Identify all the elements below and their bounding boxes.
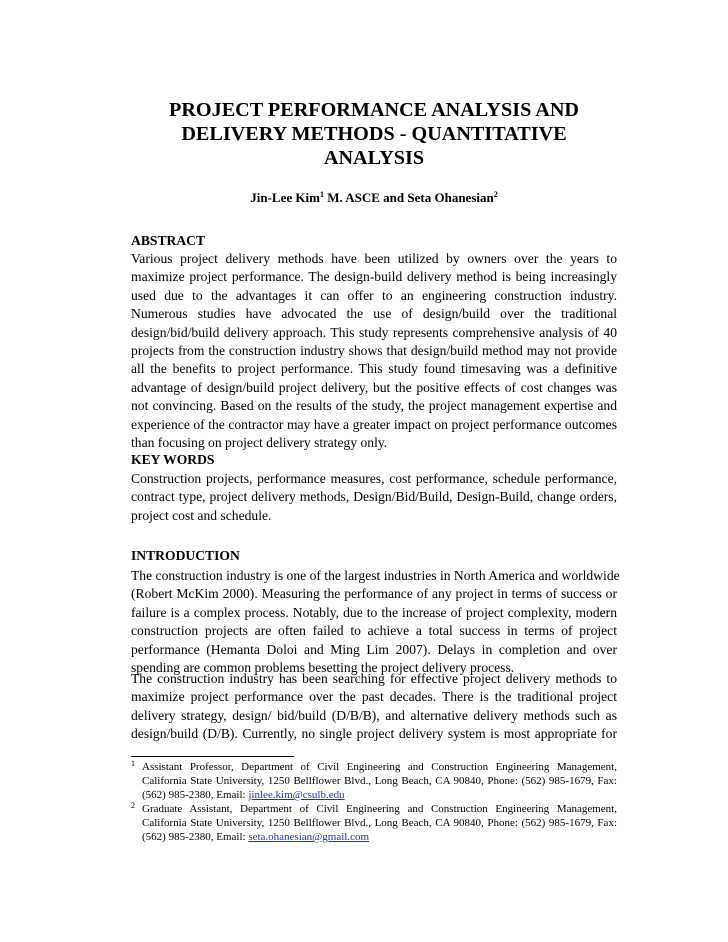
footnotes: [131, 760, 617, 844]
abstract-line: than focusing on project delivery strategy only.: [131, 434, 388, 450]
abstract-line: Various project delivery methods have been utilized by owners over the years to: [131, 251, 617, 266]
author-1-affiliation-mark: 1: [319, 190, 324, 199]
abstract-line: projects from the construction industry shows that design/build method may not provide: [131, 342, 617, 358]
author-1-name: Jin-Lee Kim: [250, 190, 320, 205]
paragraph-line: (Robert McKim 2000). Measuring the performance of any project in terms of success or: [131, 586, 617, 602]
email-link[interactable]: jinlee.kim@csulb.edu: [248, 789, 345, 801]
paragraph-line: The construction industry is one of the largest industries in North America and worldwide: [131, 568, 620, 583]
title-line: PROJECT PERFORMANCE ANALYSIS AND: [169, 99, 579, 121]
author-line: [131, 190, 617, 206]
abstract-body: [131, 250, 617, 452]
footnote-2: [131, 802, 617, 844]
footnote-contact-text: (562) 985-2380, Email:: [142, 789, 249, 801]
paragraph-line: maximize project performance over the past decades. There is the traditional project: [131, 689, 617, 705]
paragraph-line: delivery strategy, design/ bid/build (D/B/B), and alternative delivery methods such as: [131, 707, 617, 723]
paragraph-line: design/build (D/B). Currently, no single project delivery system is most appropriate for: [131, 726, 617, 742]
introduction-paragraph-2: [131, 670, 617, 744]
introduction-heading: INTRODUCTION: [131, 548, 240, 563]
paragraph-line: performance (Hemanta Doloi and Ming Lim 2007). Delays in completion and over: [131, 641, 617, 657]
keywords-heading: KEY WORDS: [131, 452, 215, 467]
paper-title: [131, 98, 617, 170]
keywords-line: contract type, project delivery methods, Design/Bid/Build, Design-Build, change orders,: [131, 489, 617, 505]
keywords-body: [131, 470, 617, 525]
footnote-contact-text: (562) 985-2380, Email:: [142, 831, 249, 843]
title-line: DELIVERY METHODS - QUANTITATIVE: [181, 123, 567, 145]
footnote-1-mark: 1: [131, 759, 135, 768]
title-line: ANALYSIS: [323, 147, 425, 169]
footnote-line: [142, 830, 617, 844]
keywords-line: project cost and schedule.: [131, 507, 272, 523]
author-2-affiliation-mark: 2: [493, 190, 498, 199]
paragraph-line: spending are common problems besetting the project delivery process.: [131, 659, 515, 675]
paragraph-line: construction projects are often failed to achieve a total success in terms of project: [131, 623, 617, 639]
footnote-line: Graduate Assistant, Department of Civil Engineering and Construction Engineering Management,: [142, 803, 617, 815]
abstract-line: not convincing. Based on the results of the study, the project management expertise and: [131, 398, 617, 414]
footnote-line: California State University, 1250 Bellflower Blvd., Long Beach, CA 90840, Phone: (562) 985-1679, Fax:: [142, 775, 617, 787]
abstract-line: design/bid/build delivery approach. This study represents comprehensive analysis of 40: [131, 324, 617, 340]
author-2-name: M. ASCE and Seta Ohanesian: [323, 190, 494, 205]
paragraph-line: The construction industry has been searching for effective project delivery methods to: [131, 671, 617, 686]
footnote-line: California State University, 1250 Bellflower Blvd., Long Beach, CA 90840, Phone: (562) 985-1679, Fax:: [142, 817, 617, 829]
abstract-line: all the benefits to project performance. This study found timesaving was a definitive: [131, 361, 617, 377]
introduction-paragraph-1: [131, 567, 620, 677]
keywords-line: Construction projects, performance measures, cost performance, schedule performance,: [131, 471, 617, 486]
abstract-line: used due to the advantages it can offer to an engineering construction industry.: [131, 287, 617, 303]
abstract-line: experience of the contractor may have a greater impact on project performance outcomes: [131, 416, 617, 432]
footnote-2-mark: 2: [131, 801, 135, 810]
abstract-line: Numerous studies have advocated the use of design/build over the traditional: [131, 306, 617, 322]
footnote-line: Assistant Professor, Department of Civil Engineering and Construction Engineering Management,: [142, 761, 617, 773]
paragraph-line: failure is a complex process. Notably, due to the increase of project complexity, modern: [131, 604, 617, 620]
footnote-1: [131, 760, 617, 802]
footnote-line: [142, 788, 617, 802]
abstract-heading: ABSTRACT: [131, 233, 206, 248]
abstract-line: advantage of design/build project delivery, but the positive effects of cost changes was: [131, 379, 617, 395]
email-link[interactable]: seta.ohanesian@gmail.com: [248, 831, 370, 843]
abstract-line: maximize project performance. The design-build delivery method is being increasingly: [131, 269, 617, 285]
footnote-separator: [131, 756, 294, 757]
